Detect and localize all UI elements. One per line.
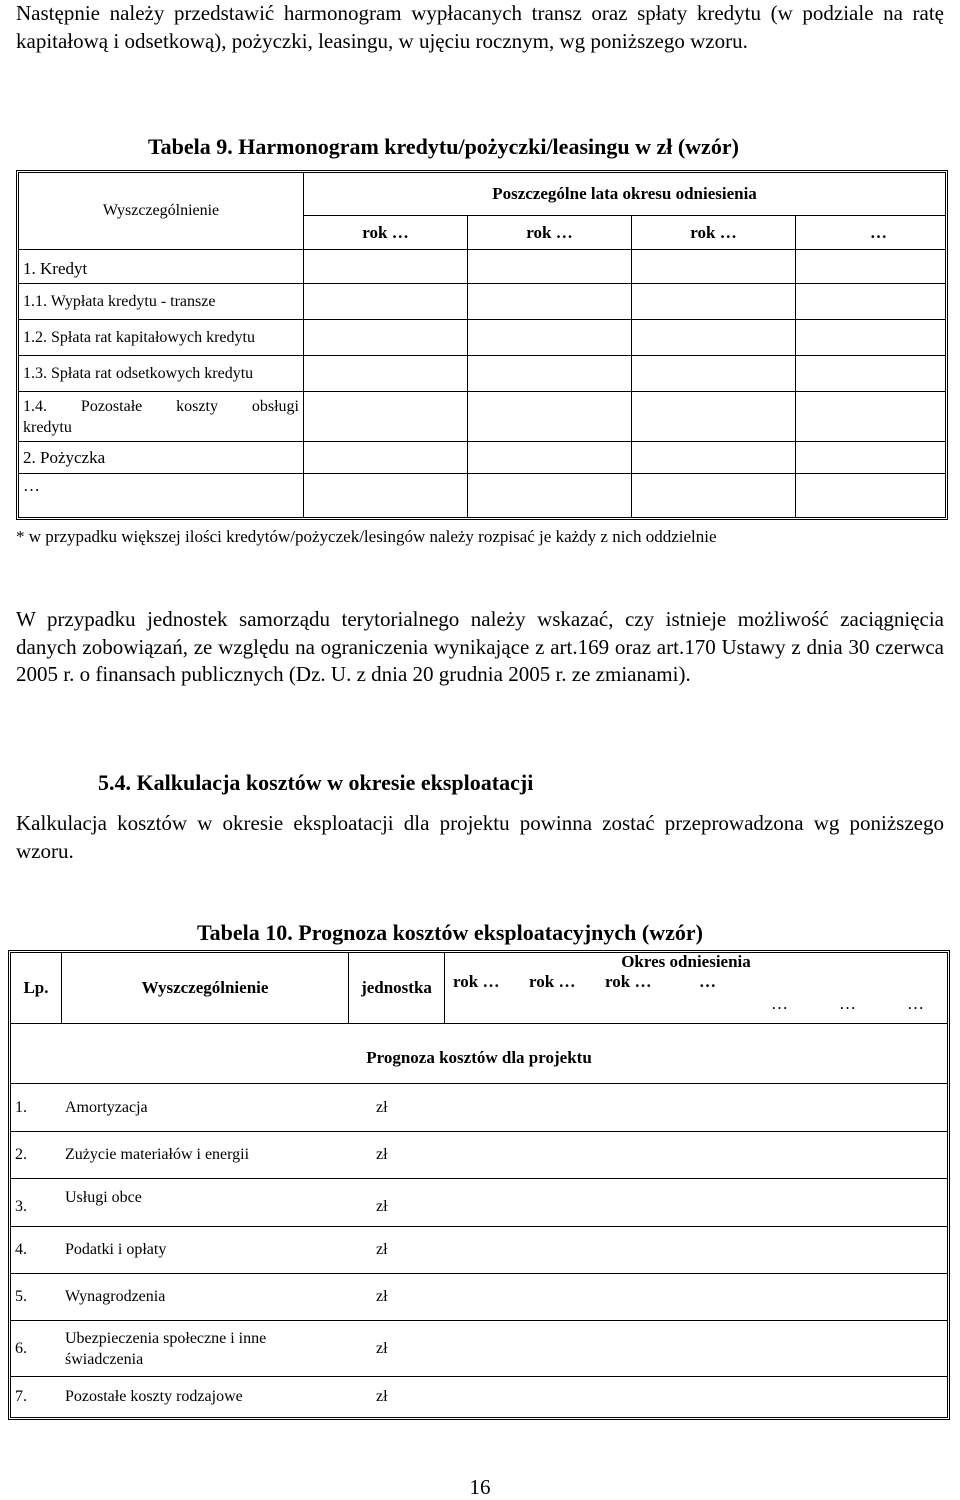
table10-row-name: Zużycie materiałów i energii	[61, 1131, 348, 1178]
table10-extra-col: …	[771, 994, 788, 1013]
table10-header-jednostka: jednostka	[348, 953, 444, 1023]
table9-year-col: rok …	[303, 215, 467, 249]
table10-extra-col: …	[839, 994, 856, 1013]
table10-period-col: rok …	[529, 972, 576, 991]
table10-row-name: Usługi obce	[61, 1178, 348, 1226]
table10-section-label: Prognoza kosztów dla projektu	[11, 1023, 947, 1083]
intro-paragraph: Następnie należy przedstawić harmonogram wypłacanych transz oraz spłaty kredytu (w podziale na ratę kapitałową i odsetkową), pożyczki, leasingu, w ujęciu rocznym, wg poniższego wzoru.	[16, 1, 944, 53]
table10-row-unit: zł	[348, 1226, 444, 1273]
table9-header-years: Poszczególne lata okresu odniesienia	[303, 173, 945, 215]
table10	[8, 950, 950, 1420]
table9-row-label-multiline	[19, 391, 303, 441]
table10-header-period	[444, 953, 947, 1023]
table10-row-lp: 4.	[11, 1226, 61, 1273]
table9-footnote: * w przypadku większej ilości kredytów/pożyczek/lesingów należy rozpisać je każdy z nich oddzielnie	[16, 527, 717, 546]
table10-row-name: Wynagrodzenia	[61, 1273, 348, 1320]
table10-row-lp: 1.	[11, 1083, 61, 1131]
table9-year-col: …	[795, 215, 945, 249]
table9-year-col: rok …	[467, 215, 631, 249]
table9-row-label: …	[19, 473, 303, 517]
table9-row-label-part: 1.4.	[23, 397, 47, 415]
table10-row-name: Pozostałe koszty rodzajowe	[61, 1376, 348, 1417]
table10-row-unit: zł	[348, 1178, 444, 1226]
table10-row-lp: 5.	[11, 1273, 61, 1320]
table10-row-name-part: Ubezpieczenia społeczne i inne	[65, 1329, 267, 1347]
table9-row-label-part: obsługi	[251, 397, 299, 415]
table9-row-label: 1. Kredyt	[19, 249, 303, 283]
table10-row-name: Amortyzacja	[61, 1083, 348, 1131]
table9-row-label-part: Pozostałe	[80, 397, 143, 415]
table10-row-lp: 7.	[11, 1376, 61, 1417]
table9-year-col: rok …	[631, 215, 795, 249]
table10-row-unit: zł	[348, 1376, 444, 1417]
table10-row-unit: zł	[348, 1083, 444, 1131]
table9-row-label: 1.1. Wypłata kredytu - transze	[19, 283, 303, 319]
table9-row-label-part: koszty	[176, 397, 218, 415]
table9-row-label-part: kredytu	[23, 418, 72, 436]
table10-row-unit: zł	[348, 1273, 444, 1320]
table10-period-col: rok …	[453, 972, 500, 991]
table10-header-okres: Okres odniesienia	[621, 952, 751, 971]
table10-row-name-part: świadczenia	[65, 1350, 144, 1368]
table10-period-col: rok …	[605, 972, 652, 991]
page-number: 16	[469, 1475, 491, 1499]
jst-paragraph: W przypadku jednostek samorządu terytorialnego należy wskazać, czy istnieje możliwość zaciągnięcia danych zobowiązań, ze względu na ograniczenia wynikające z art.169 oraz art.170 Ustawy z dnia 30 czerwca 2005 r. o finansach publicznych (Dz. U. z dnia 20 grudnia 2005 r. ze zmianami).	[16, 607, 944, 686]
table10-period-col: …	[699, 972, 716, 991]
table10-row-lp: 3.	[11, 1178, 61, 1226]
table10-row-unit: zł	[348, 1131, 444, 1178]
table10-row-unit: zł	[348, 1320, 444, 1376]
table9	[16, 170, 948, 520]
table9-row-label: 1.2. Spłata rat kapitałowych kredytu	[19, 319, 303, 355]
table10-row-lp: 2.	[11, 1131, 61, 1178]
section-heading: 5.4. Kalkulacja kosztów w okresie eksploatacji	[98, 770, 534, 795]
table10-row-name-multiline	[61, 1320, 348, 1376]
table10-extra-col: …	[907, 994, 924, 1013]
table10-row-name: Podatki i opłaty	[61, 1226, 348, 1273]
table10-header-lp: Lp.	[23, 978, 49, 997]
table10-title: Tabela 10. Prognoza kosztów eksploatacyjnych (wzór)	[197, 920, 703, 945]
calc-paragraph: Kalkulacja kosztów w okresie eksploatacji dla projektu powinna zostać przeprowadzona wg poniższego wzoru.	[16, 811, 944, 863]
table9-row-label: 1.3. Spłata rat odsetkowych kredytu	[19, 355, 303, 391]
table10-row-lp: 6.	[11, 1320, 61, 1376]
table9-title: Tabela 9. Harmonogram kredytu/pożyczki/leasingu w zł (wzór)	[148, 134, 739, 159]
table9-row-label: 2. Pożyczka	[19, 441, 303, 473]
table9-header-wyszczegolnienie: Wyszczególnienie	[102, 202, 220, 219]
table10-header-wyszczegolnienie: Wyszczególnienie	[61, 953, 348, 1023]
